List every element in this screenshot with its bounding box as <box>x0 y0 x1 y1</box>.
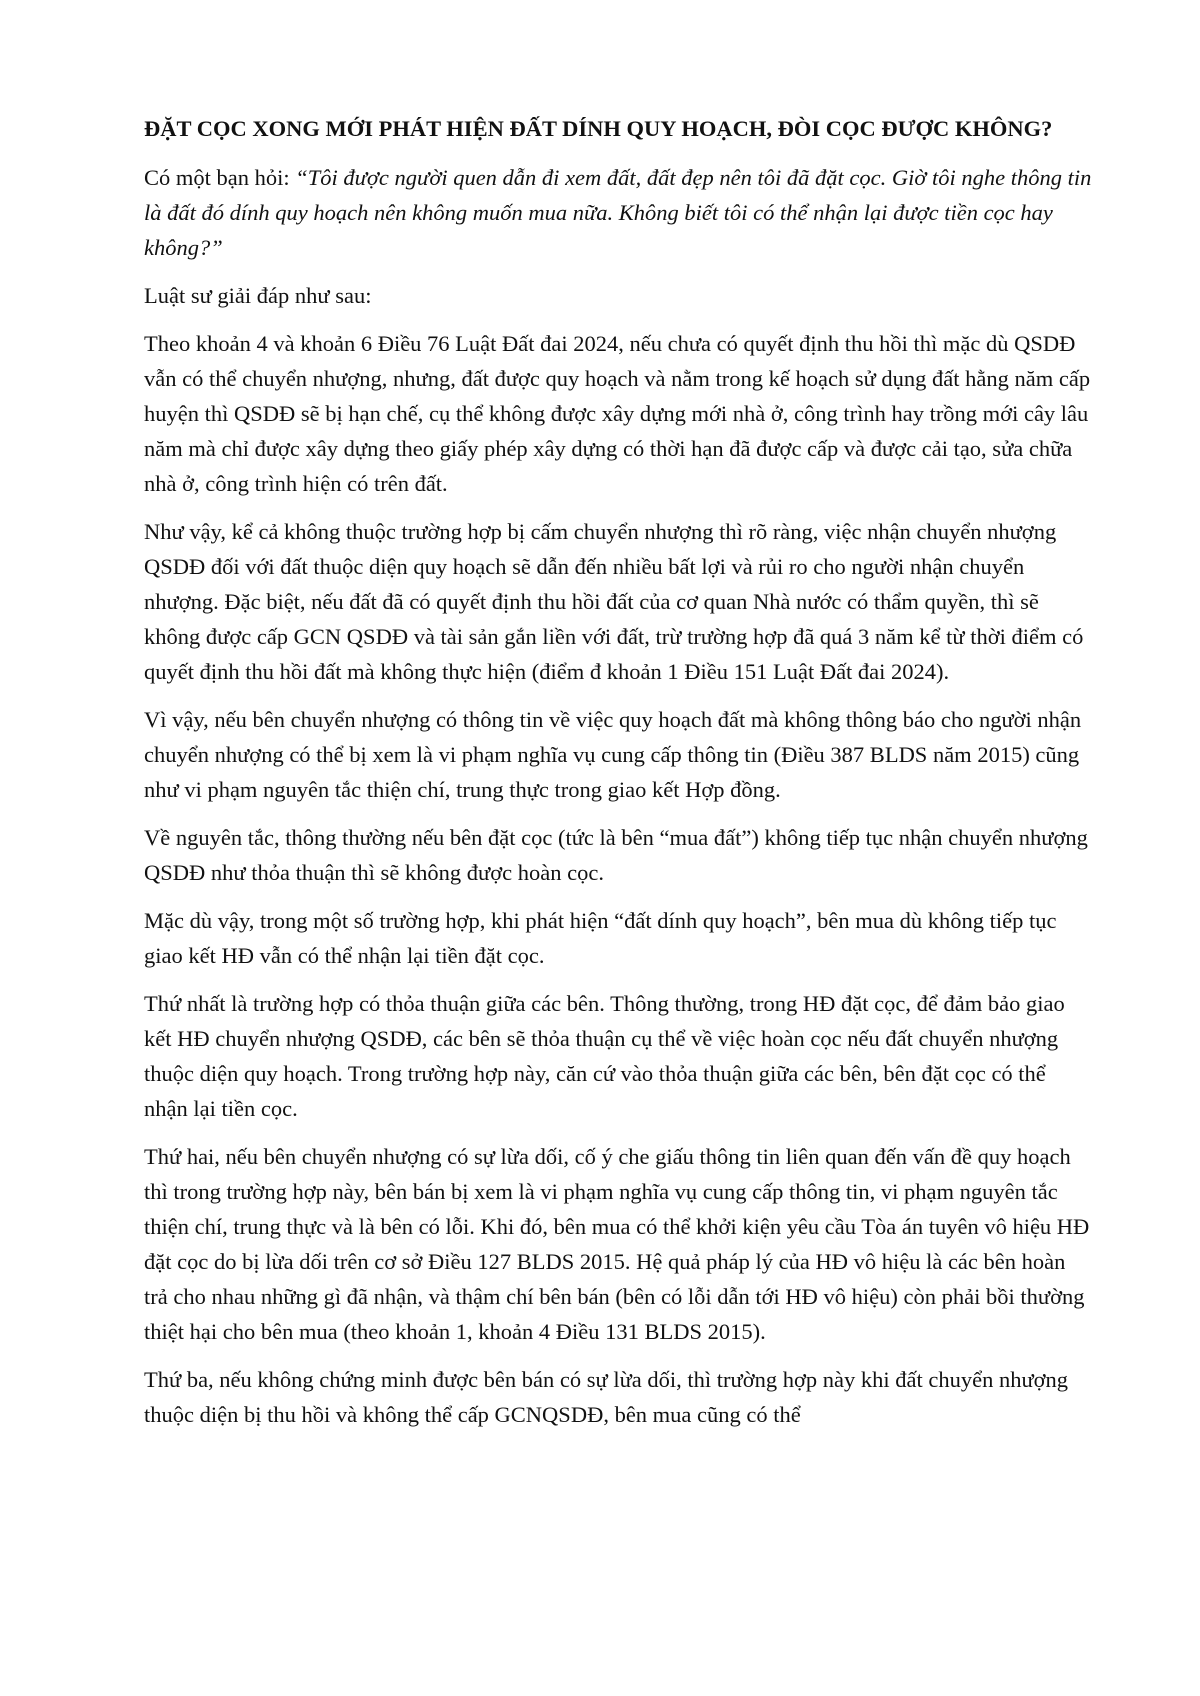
paragraph-8: Thứ ba, nếu không chứng minh được bên bán có sự lừa dối, thì trường hợp này khi đất chuyển nhượng thuộc diện bị thu hồi và không thể cấp GCNQSDĐ, bên mua cũng có thể <box>144 1367 1069 1427</box>
paragraph-5: Mặc dù vậy, trong một số trường hợp, khi phát hiện “đất dính quy hoạch”, bên mua dù không tiếp tục giao kết HĐ vẫn có thể nhận lại tiền đặt cọc. <box>144 908 1057 968</box>
paragraph-1: Theo khoản 4 và khoản 6 Điều 76 Luật Đất đai 2024, nếu chưa có quyết định thu hồi thì mặc dù QSDĐ vẫn có thể chuyển nhượng, nhưng, đất được quy hoạch và nằm trong kế hoạch sử dụng đất hằng năm cấp huyện thì QSDĐ sẽ bị hạn chế, cụ thể không được xây dựng mới nhà ở, công trình hay trồng mới cây lâu năm mà chỉ được xây dựng theo giấy phép xây dựng có thời hạn đã được cấp và được cải tạo, sửa chữa nhà ở, công trình hiện có trên đất. <box>144 331 1091 496</box>
question-paragraph <box>144 160 1094 265</box>
question-lead: Có một bạn hỏi: <box>144 165 296 190</box>
document-body <box>144 112 1094 1445</box>
question-quote: “Tôi được người quen dẫn đi xem đất, đất đẹp nên tôi đã đặt cọc. Giờ tôi nghe thông tin là đất đó dính quy hoạch nên không muốn mua nữa. Không biết tôi có thể nhận lại được tiền cọc hay không?” <box>144 165 1092 260</box>
paragraph-3: Vì vậy, nếu bên chuyển nhượng có thông tin về việc quy hoạch đất mà không thông báo cho người nhận chuyển nhượng có thể bị xem là vi phạm nghĩa vụ cung cấp thông tin (Điều 387 BLDS năm 2015) cũng như vi phạm nguyên tắc thiện chí, trung thực trong giao kết Hợp đồng. <box>144 707 1082 802</box>
document-title: ĐẶT CỌC XONG MỚI PHÁT HIỆN ĐẤT DÍNH QUY HOẠCH, ĐÒI CỌC ĐƯỢC KHÔNG? <box>144 116 1053 141</box>
paragraph-7: Thứ hai, nếu bên chuyển nhượng có sự lừa dối, cố ý che giấu thông tin liên quan đến vấn đề quy hoạch thì trong trường hợp này, bên bán bị xem là vi phạm nghĩa vụ cung cấp thông tin, vi phạm nguyên tắc thiện chí, trung thực và là bên có lỗi. Khi đó, bên mua có thể khởi kiện yêu cầu Tòa án tuyên vô hiệu HĐ đặt cọc do bị lừa dối trên cơ sở Điều 127 BLDS 2015. Hệ quả pháp lý của HĐ vô hiệu là các bên hoàn trả cho nhau những gì đã nhận, và thậm chí bên bán (bên có lỗi dẫn tới HĐ vô hiệu) còn phải bồi thường thiệt hại cho bên mua (theo khoản 1, khoản 4 Điều 131 BLDS 2015). <box>144 1144 1090 1344</box>
answer-intro: Luật sư giải đáp như sau: <box>144 283 372 308</box>
paragraph-2: Như vậy, kể cả không thuộc trường hợp bị cấm chuyển nhượng thì rõ ràng, việc nhận chuyển nhượng QSDĐ đối với đất thuộc diện quy hoạch sẽ dẫn đến nhiều bất lợi và rủi ro cho người nhận chuyển nhượng. Đặc biệt, nếu đất đã có quyết định thu hồi đất của cơ quan Nhà nước có thẩm quyền, thì sẽ không được cấp GCN QSDĐ và tài sản gắn liền với đất, trừ trường hợp đã quá 3 năm kể từ thời điểm có quyết định thu hồi đất mà không thực hiện (điểm đ khoản 1 Điều 151 Luật Đất đai 2024). <box>144 519 1084 684</box>
paragraph-6: Thứ nhất là trường hợp có thỏa thuận giữa các bên. Thông thường, trong HĐ đặt cọc, để đảm bảo giao kết HĐ chuyển nhượng QSDĐ, các bên sẽ thỏa thuận cụ thể về việc hoàn cọc nếu đất chuyển nhượng thuộc diện quy hoạch. Trong trường hợp này, căn cứ vào thỏa thuận giữa các bên, bên đặt cọc có thể nhận lại tiền cọc. <box>144 991 1065 1121</box>
paragraph-4: Về nguyên tắc, thông thường nếu bên đặt cọc (tức là bên “mua đất”) không tiếp tục nhận chuyển nhượng QSDĐ như thỏa thuận thì sẽ không được hoàn cọc. <box>144 825 1088 885</box>
